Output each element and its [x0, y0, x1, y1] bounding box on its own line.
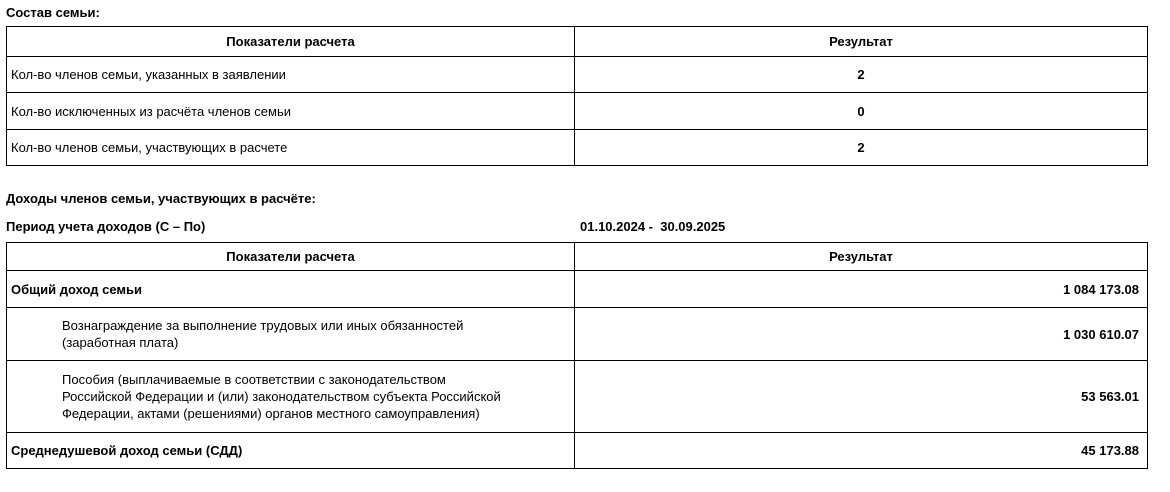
table-row [7, 130, 1148, 166]
salary-row [7, 308, 1148, 361]
benefits-label [7, 361, 575, 433]
row-label: Кол-во исключенных из расчёта членов семьи [7, 93, 575, 130]
income-table-header [7, 243, 1148, 271]
benefits-label-line: Российской Федерации и (или) законодательством субъекта Российской [62, 389, 501, 404]
average-income-row [7, 433, 1148, 469]
total-income-label: Общий доход семьи [7, 271, 575, 308]
row-value: 2 [575, 130, 1148, 166]
result-header: Результат [575, 243, 1148, 271]
family-table [6, 26, 1148, 166]
indicator-header: Показатели расчета [7, 243, 575, 271]
family-heading: Состав семьи: [6, 5, 100, 20]
income-table [6, 242, 1148, 469]
table-row [7, 93, 1148, 130]
row-value: 0 [575, 93, 1148, 130]
total-income-row [7, 271, 1148, 308]
period-value: 01.10.2024 - 30.09.2025 [580, 219, 726, 234]
total-income-value: 1 084 173.08 [575, 271, 1148, 308]
salary-label-line: (заработная плата) [62, 335, 179, 350]
benefits-label-line: Пособия (выплачиваемые в соответствии с законодательством [62, 372, 446, 387]
benefits-row [7, 361, 1148, 433]
indicator-header: Показатели расчета [7, 27, 575, 57]
row-label: Кол-во членов семьи, участвующих в расчете [7, 130, 575, 166]
benefits-value: 53 563.01 [575, 361, 1148, 433]
income-heading: Доходы членов семьи, участвующих в расчёте: [6, 191, 316, 206]
period-label: Период учета доходов (С – По) [6, 219, 206, 234]
result-header: Результат [575, 27, 1148, 57]
family-table-header [7, 27, 1148, 57]
row-value: 2 [575, 57, 1148, 93]
row-label: Кол-во членов семьи, указанных в заявлении [7, 57, 575, 93]
salary-label [7, 308, 575, 361]
salary-value: 1 030 610.07 [575, 308, 1148, 361]
salary-label-line: Вознаграждение за выполнение трудовых или иных обязанностей [62, 318, 464, 333]
benefits-label-line: Федерации, актами (решениями) органов местного самоуправления) [62, 406, 480, 421]
table-row [7, 57, 1148, 93]
average-income-label: Среднедушевой доход семьи (СДД) [7, 433, 575, 469]
average-income-value: 45 173.88 [575, 433, 1148, 469]
